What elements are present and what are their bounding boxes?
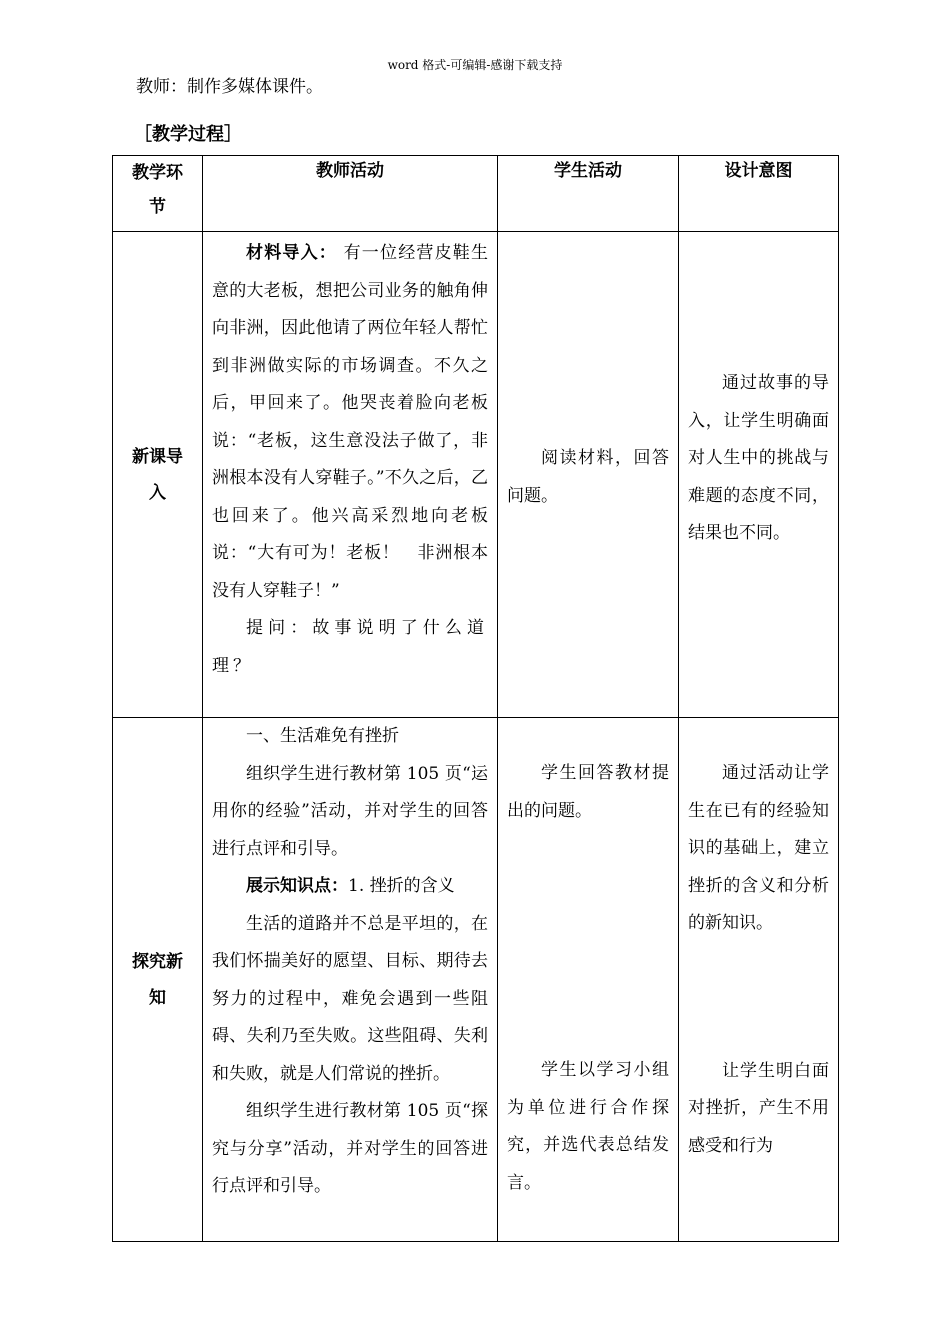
page-header-watermark: word 格式-可编辑-感谢下载支持 (387, 58, 563, 72)
design-intent-cell (679, 718, 839, 1242)
knowledge-label: 展示知识点： (246, 876, 348, 896)
student-activity-cell (498, 718, 679, 1242)
section-heading: 一、生活难免有挫折 (246, 726, 399, 746)
knowledge-point: 1. 挫折的含义 (348, 876, 455, 896)
table-header-row (113, 156, 839, 232)
teacher-activity-cell (203, 232, 498, 718)
student-activity-text: 学生回答教材提出的问题。 (507, 763, 669, 821)
activity-text: 组织学生进行教材第 105 页“探究与分享”活动，并对学生的回答进行点评和引导。 (212, 1101, 488, 1196)
activity-text: 组织学生进行教材第 105 页“运用你的经验”活动，并对学生的回答进行点评和引导。 (212, 763, 488, 859)
student-activity-cell (498, 232, 679, 718)
material-text: 有一位经营皮鞋生意的大老板，想把公司业务的触角伸向非洲，因此他请了两位年轻人帮忙到非洲做实际的市场调查。不久之后，甲回来了。他哭丧着脸向老板说：“老板，这生意没法子做了，非洲根本没有人穿鞋子。”不久之后，乙也回来了。他兴高采烈地向老板说：“大有可为！老板！ 非洲根本没有人穿鞋子！” (212, 243, 489, 601)
header-design-intent: 设计意图 (679, 156, 839, 232)
teacher-activity-cell (203, 718, 498, 1242)
table-row (113, 232, 839, 718)
header-stage: 教学环节 (113, 156, 203, 232)
header-student-activity: 学生活动 (498, 156, 679, 232)
student-activity-text: 学生以学习小组为单位进行合作探究，并选代表总结发言。 (507, 1060, 669, 1193)
header-teacher-activity: 教师活动 (203, 156, 498, 232)
table-row (113, 718, 839, 1242)
design-intent-cell (679, 232, 839, 718)
material-label: 材料导入： (246, 243, 337, 263)
design-intent-text: 通过活动让学生在已有的经验知识的基础上，建立挫折的含义和分析的新知识。 (688, 763, 829, 933)
design-intent-text: 让学生明白面对挫折，产生不用感受和行为 (688, 1060, 829, 1156)
knowledge-text: 生活的道路并不总是平坦的，在我们怀揣美好的愿望、目标、期待去努力的过程中，难免会遇到一些阻碍、失利乃至失败。这些阻碍、失利和失败，就是人们常说的挫折。 (212, 913, 488, 1084)
question-text: 提问：故事说明了什么道理？ (212, 618, 488, 676)
section-title: ［教学过程］ (134, 124, 242, 145)
student-activity-text: 阅读材料，回答问题。 (507, 448, 669, 506)
teacher-preparation: 教师：制作多媒体课件。 (136, 77, 323, 97)
stage-cell: 新课导入 (113, 232, 203, 718)
stage-cell: 探究新知 (113, 718, 203, 1242)
design-intent-text: 通过故事的导入，让学生明确面对人生中的挑战与难题的态度不同，结果也不同。 (688, 373, 829, 543)
lesson-table (112, 155, 839, 1242)
